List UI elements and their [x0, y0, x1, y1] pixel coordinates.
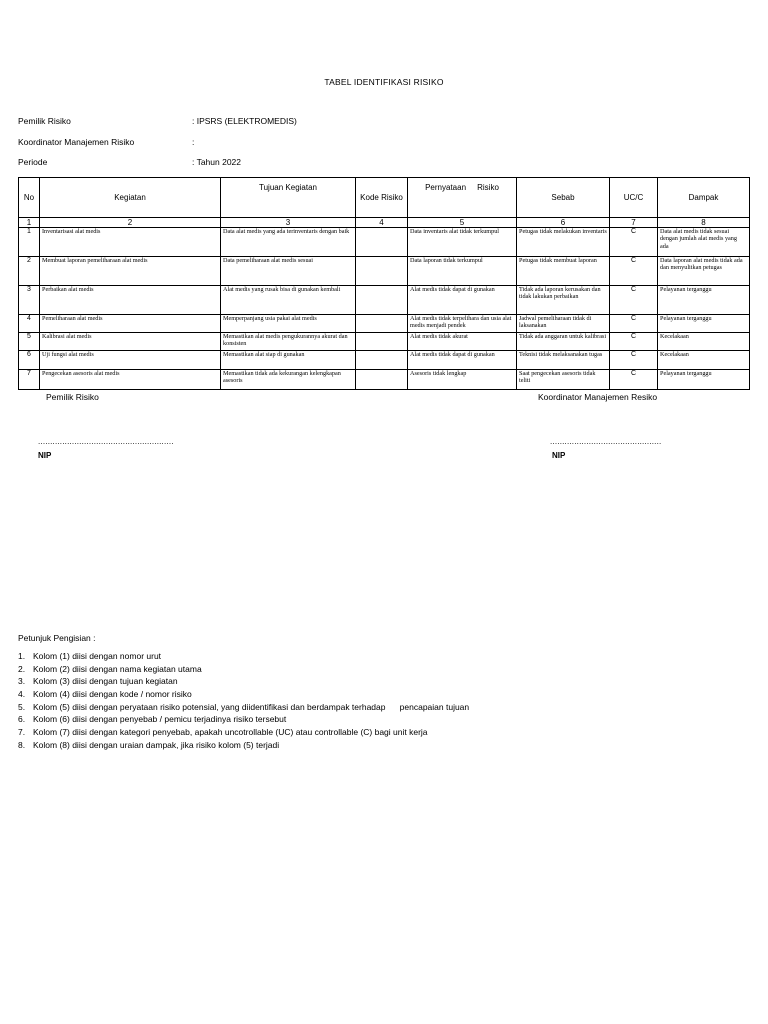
signature-label-pemilik: Pemilik Risiko: [46, 392, 99, 402]
colnum-3: 3: [221, 218, 356, 228]
list-item: [18, 650, 469, 663]
colnum-4: 4: [356, 218, 408, 228]
cell-ucc: C: [610, 333, 658, 351]
cell-dampak: Pelayanan terganggu: [658, 370, 750, 390]
header-kode: Kode Risiko: [356, 178, 408, 218]
cell-ucc: C: [610, 228, 658, 257]
table-row: [19, 351, 750, 370]
header-sebab: Sebab: [517, 178, 610, 218]
list-item-text: Kolom (1) diisi dengan nomor urut: [33, 651, 162, 661]
cell-kode: [356, 257, 408, 286]
list-item-number: 4.: [18, 689, 26, 700]
cell-tujuan: Memastikan alat medis pengukurannya akurat dan konsisten: [221, 333, 356, 351]
cell-dampak: Pelayanan terganggu: [658, 315, 750, 333]
meta-value-pemilik: : IPSRS (ELEKTROMEDIS): [192, 116, 297, 126]
nip-label-koordinator: NIP: [552, 451, 566, 460]
nip-label-pemilik: NIP: [38, 451, 52, 460]
cell-kegiatan: Kalibrasi alat medis: [40, 333, 221, 351]
document-title: TABEL IDENTIFIKASI RISIKO: [324, 77, 444, 87]
colnum-5: 5: [408, 218, 517, 228]
meta-label-pemilik: Pemilik Risiko: [18, 116, 71, 126]
list-item: [18, 701, 469, 714]
cell-kode: [356, 370, 408, 390]
cell-sebab: Tidak ada laporan kerusakan dan tidak lakukan perbaikan: [517, 286, 610, 315]
cell-kode: [356, 286, 408, 315]
cell-sebab: Jadwal pemeliharaan tidak di laksanakan: [517, 315, 610, 333]
cell-sebab: Petugas tidak melakukan inventaris: [517, 228, 610, 257]
cell-dampak: Pelayanan terganggu: [658, 286, 750, 315]
cell-ucc: C: [610, 351, 658, 370]
cell-no: 6: [19, 351, 40, 370]
cell-no: 3: [19, 286, 40, 315]
list-item-text: Kolom (4) diisi dengan kode / nomor risiko: [33, 689, 192, 700]
table-row: [19, 228, 750, 257]
cell-ucc: C: [610, 370, 658, 390]
list-item-number: 6.: [18, 714, 26, 725]
table-row: [19, 286, 750, 315]
cell-dampak: Data laporan alat medis tidak ada dan menyulitkan petugas: [658, 257, 750, 286]
cell-kode: [356, 315, 408, 333]
cell-kegiatan: Pengecekan asesoris alat medis: [40, 370, 221, 390]
list-item-number: 3.: [18, 676, 26, 687]
cell-tujuan: Data pemeliharaan alat medis sesuai: [221, 257, 356, 286]
list-item: [18, 713, 469, 726]
instructions-title: Petunjuk Pengisian :: [18, 633, 96, 643]
cell-tujuan: Data alat medis yang ada terinventaris dengan baik: [221, 228, 356, 257]
list-item-number: 7.: [18, 727, 26, 738]
header-pernyataan: Pernyataan Risiko: [408, 178, 517, 218]
meta-value-periode: : Tahun 2022: [192, 157, 241, 167]
table-header-row: [19, 178, 750, 218]
list-item: [18, 739, 469, 752]
list-item-text: Kolom (3) diisi dengan tujuan kegiatan: [33, 676, 178, 687]
table-row: [19, 257, 750, 286]
list-item-text: Kolom (7) diisi dengan kategori penyebab, apakah uncotrollable (UC) atau controllable (C) bagi unit kerja: [33, 727, 428, 738]
list-item-number: 1.: [18, 651, 26, 661]
meta-value-koordinator: :: [192, 137, 195, 147]
cell-sebab: Tidak ada anggaran untuk kalibrasi: [517, 333, 610, 351]
table-row: [19, 370, 750, 390]
list-item-number: 2.: [18, 663, 26, 674]
cell-no: 1: [19, 228, 40, 257]
colnum-6: 6: [517, 218, 610, 228]
cell-sebab: Petugas tidak membuat laporan: [517, 257, 610, 286]
cell-pernyataan: Alat medis tidak terpelihara dan usia alat medis menjadi pendek: [408, 315, 517, 333]
cell-no: 4: [19, 315, 40, 333]
header-ucc: UC/C: [610, 178, 658, 218]
cell-kegiatan: Membuat laporan pemeliharaan alat medis: [40, 257, 221, 286]
cell-kode: [356, 333, 408, 351]
cell-ucc: C: [610, 257, 658, 286]
header-kegiatan: Kegiatan: [40, 178, 221, 218]
cell-ucc: C: [610, 286, 658, 315]
cell-ucc: C: [610, 315, 658, 333]
colnum-7: 7: [610, 218, 658, 228]
list-item: [18, 663, 469, 676]
cell-pernyataan: Asesoris tidak lengkap: [408, 370, 517, 390]
list-item: [18, 688, 469, 701]
list-item-text: Kolom (6) diisi dengan penyebab / pemicu terjadinya risiko tersebut: [33, 714, 287, 725]
cell-dampak: Kecelakaan: [658, 351, 750, 370]
meta-label-periode: Periode: [18, 157, 48, 167]
cell-no: 2: [19, 257, 40, 286]
cell-kegiatan: Inventarisasi alat medis: [40, 228, 221, 257]
instructions-list: [18, 650, 469, 752]
cell-kegiatan: Perbaikan alat medis: [40, 286, 221, 315]
list-item-number: 8.: [18, 739, 26, 750]
cell-pernyataan: Alat medis tidak akurat: [408, 333, 517, 351]
colnum-1: 1: [19, 218, 40, 228]
header-dampak: Dampak: [658, 178, 750, 218]
cell-no: 5: [19, 333, 40, 351]
cell-kegiatan: Uji fungsi alat medis: [40, 351, 221, 370]
cell-sebab: Teknisi tidak melaksanakan tugas: [517, 351, 610, 370]
signature-line-koordinator: ..............................................: [550, 437, 662, 446]
cell-kode: [356, 228, 408, 257]
list-item: [18, 675, 469, 688]
table-row: [19, 333, 750, 351]
colnum-2: 2: [40, 218, 221, 228]
list-item-text: Kolom (2) diisi dengan nama kegiatan utama: [33, 663, 202, 674]
cell-kegiatan: Pemeliharaan alat medis: [40, 315, 221, 333]
meta-label-koordinator: Koordinator Manajemen Risiko: [18, 137, 135, 147]
cell-dampak: Kecelakaan: [658, 333, 750, 351]
cell-pernyataan: Data laporan tidak terkumpul: [408, 257, 517, 286]
cell-tujuan: Memastikan tidak ada kekurangan kelengkapan asesoris: [221, 370, 356, 390]
list-item: [18, 726, 469, 739]
cell-pernyataan: Alat medis tidak dapat di gunakan: [408, 351, 517, 370]
cell-kode: [356, 351, 408, 370]
cell-pernyataan: Data inventaris alat tidak terkumpul: [408, 228, 517, 257]
list-item-text: Kolom (5) diisi dengan peryataan risiko potensial, yang diidentifikasi dan berdampak terhadap pencapaian tujuan: [33, 701, 470, 712]
cell-pernyataan: Alat medis tidak dapat di gunakan: [408, 286, 517, 315]
cell-sebab: Saat pengecekan asesoris tidak teliti: [517, 370, 610, 390]
signature-label-koordinator: Koordinator Manajemen Resiko: [538, 392, 658, 402]
colnum-8: 8: [658, 218, 750, 228]
header-tujuan: Tujuan Kegiatan: [221, 178, 356, 218]
risk-table: [18, 177, 750, 390]
signature-line-pemilik: ........................................................: [38, 437, 174, 446]
cell-tujuan: Alat medis yang rusak bisa di gunakan kembali: [221, 286, 356, 315]
list-item-text: Kolom (8) diisi dengan uraian dampak, jika risiko kolom (5) terjadi: [33, 739, 280, 750]
cell-tujuan: Memastikan alat siap di gunakan: [221, 351, 356, 370]
cell-dampak: Data alat medis tidak sesuai dengan jumlah alat medis yang ada: [658, 228, 750, 257]
column-number-row: [19, 218, 750, 228]
list-item-number: 5.: [18, 701, 26, 712]
cell-tujuan: Memperpanjang usia pakai alat medis: [221, 315, 356, 333]
cell-no: 7: [19, 370, 40, 390]
table-row: [19, 315, 750, 333]
header-no: No: [19, 178, 40, 218]
